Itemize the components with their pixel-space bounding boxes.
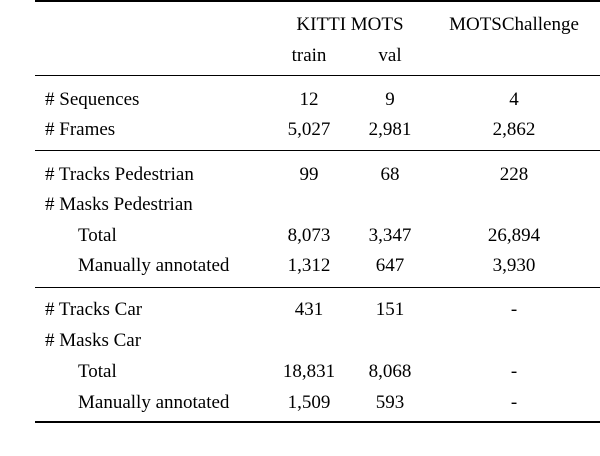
cell-val: 593 [375, 392, 405, 413]
row-label: # Masks Pedestrian [45, 194, 193, 215]
top-rule [35, 0, 600, 2]
cell-train: 1,312 [287, 255, 331, 276]
bottom-rule [35, 421, 600, 423]
row-label: # Frames [45, 119, 116, 140]
cell-motschallenge: 4 [509, 89, 519, 110]
header-rule [35, 75, 600, 76]
header-val: val [378, 45, 402, 66]
cell-motschallenge: - [510, 361, 518, 382]
cell-val: 8,068 [368, 361, 412, 382]
cell-motschallenge: 26,894 [487, 225, 541, 246]
row-label: # Tracks Car [45, 299, 143, 320]
cell-train: 18,831 [282, 361, 336, 382]
header-motschallenge: MOTSChallenge [449, 14, 579, 35]
cell-val: 647 [375, 255, 405, 276]
cell-val: 68 [380, 164, 400, 185]
row-label: Manually annotated [78, 255, 230, 276]
cell-motschallenge: - [510, 392, 518, 413]
header-kitti-mots: KITTI MOTS [296, 14, 404, 35]
cell-train: 1,509 [287, 392, 331, 413]
row-label: # Sequences [45, 89, 140, 110]
section-rule-1 [35, 150, 600, 151]
cell-val: 151 [375, 299, 405, 320]
cell-val: 3,347 [368, 225, 412, 246]
header-train: train [291, 45, 327, 66]
cell-train: 99 [299, 164, 319, 185]
row-label: # Masks Car [45, 330, 142, 351]
row-label: # Tracks Pedestrian [45, 164, 194, 185]
cell-val: 2,981 [368, 119, 412, 140]
cell-train: 431 [294, 299, 324, 320]
cell-train: 12 [299, 89, 319, 110]
cell-motschallenge: - [510, 299, 518, 320]
row-label: Total [78, 361, 117, 382]
row-label: Manually annotated [78, 392, 230, 413]
section-rule-2 [35, 287, 600, 288]
row-label: Total [78, 225, 117, 246]
cell-train: 5,027 [287, 119, 331, 140]
cell-motschallenge: 2,862 [492, 119, 536, 140]
cell-motschallenge: 228 [499, 164, 529, 185]
cell-motschallenge: 3,930 [492, 255, 536, 276]
cell-train: 8,073 [287, 225, 331, 246]
cell-val: 9 [385, 89, 395, 110]
